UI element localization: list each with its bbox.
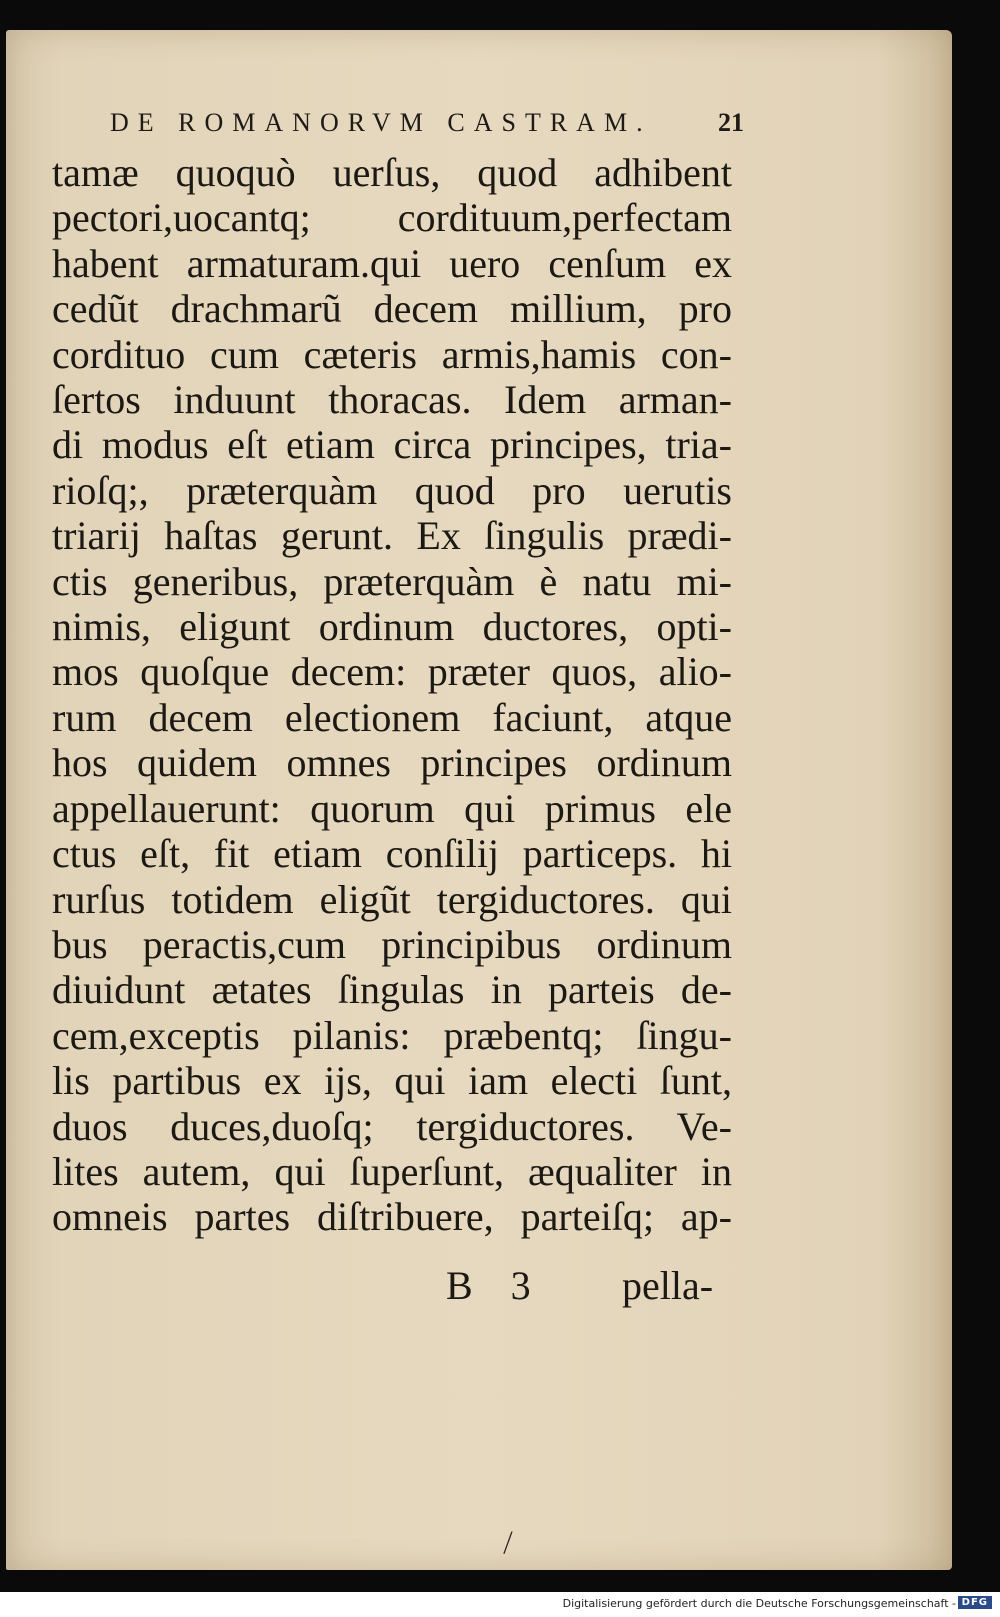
text-line: appellauerunt: quorum qui primus ele xyxy=(52,785,732,831)
catchword: pella- xyxy=(622,1263,714,1308)
page-number: 21 xyxy=(718,108,744,137)
text-line: tamæ quoquò uerſus, quod adhibent xyxy=(52,150,732,195)
text-line: ctis generibus, præterquàm è natu mi- xyxy=(52,558,732,604)
text-line: nimis, eligunt ordinum ductores, opti- xyxy=(52,604,732,650)
text-line: rum decem electionem faciunt, atque xyxy=(52,694,732,740)
text-line: rurſus totidem eligũt tergiductores. qui xyxy=(52,876,732,922)
text-line: hos quidem omnes principes ordinum xyxy=(52,740,732,786)
text-line: lis partibus ex ijs, qui iam electi ſunt, xyxy=(52,1058,732,1104)
text-line: triarij haſtas gerunt. Ex ſingulis prædi- xyxy=(52,513,732,559)
page-foot xyxy=(0,1262,1000,1312)
text-line: duos duces,duoſq; tergiductores. Ve- xyxy=(52,1103,732,1149)
text-line: di modus eſt etiam circa principes, tria- xyxy=(52,422,732,468)
text-line: pectori,uocantq; cordituum,perfectam xyxy=(52,195,732,241)
text-line: ſertos induunt thoracas. Idem arman- xyxy=(52,377,732,423)
text-line: rioſq;, præterquàm quod pro uerutis xyxy=(52,467,732,513)
text-line: cedũt drachmarũ decem millium, pro xyxy=(52,286,732,332)
text-line: habent armaturam.qui uero cenſum ex xyxy=(52,240,732,286)
text-line: lites autem, qui ſuperſunt, æqualiter in xyxy=(52,1148,732,1194)
text-line: cordituo cum cæteris armis,hamis con- xyxy=(52,331,732,377)
text-line: ctus eſt, fit etiam conſilij particeps. hi xyxy=(52,831,732,877)
text-line: omneis partes diſtribuere, parteiſq; ap- xyxy=(52,1194,732,1240)
running-head: DE ROMANORVM CASTRAM. xyxy=(110,108,652,137)
text-line: mos quoſque decem: præter quos, alio- xyxy=(52,649,732,695)
body-text xyxy=(52,150,732,1240)
text-line: diuidunt ætates ſingulas in parteis de- xyxy=(52,967,732,1013)
ink-mark: | xyxy=(501,1526,517,1556)
text-line: bus peractis,cum principibus ordinum xyxy=(52,921,732,967)
footer-credit: Digitalisierung gefördert durch die Deutsche Forschungsgemeinschaft - xyxy=(562,1597,956,1610)
text-line: cem,exceptis pilanis: præbentq; ſingu- xyxy=(52,1012,732,1058)
dfg-logo: DFG xyxy=(958,1596,992,1609)
digitization-footer xyxy=(0,1592,1000,1617)
signature-mark: B 3 xyxy=(446,1263,545,1308)
